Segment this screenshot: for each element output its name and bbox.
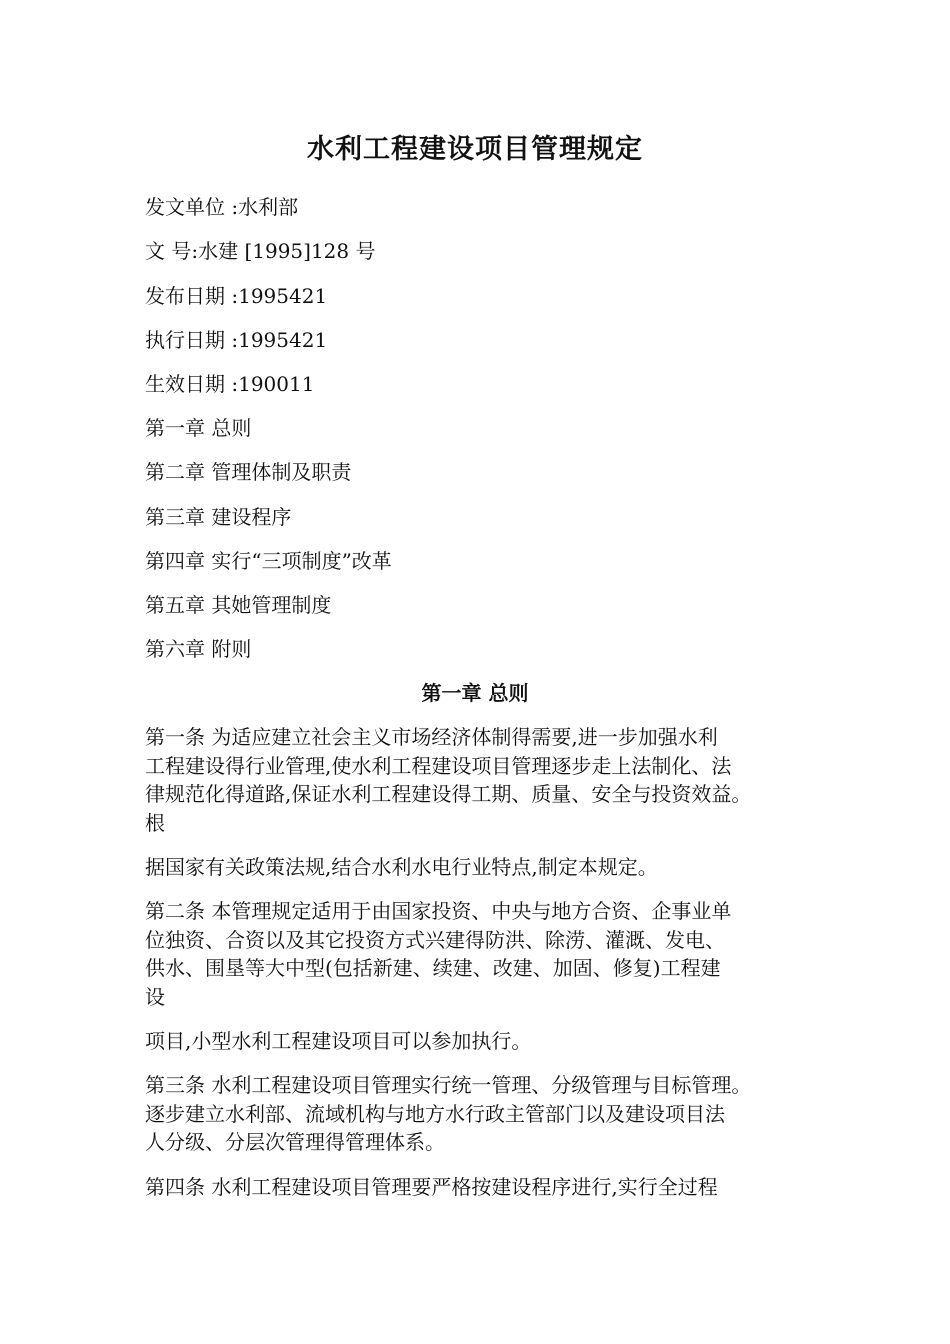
article-2-paragraph	[145, 897, 825, 1011]
article-1-continuation	[145, 853, 825, 882]
toc-item-chapter-5: 第五章 其她管理制度	[145, 593, 332, 617]
paragraph-line: 第一条 为适应建立社会主义市场经济体制得需要,进一步加强水利	[145, 725, 718, 749]
meta-publish-date: 发布日期 :1995421	[145, 284, 328, 308]
meta-doc-number: 文 号:水建 [1995]128 号	[145, 239, 376, 263]
toc-item-chapter-6: 第六章 附则	[145, 637, 252, 661]
paragraph-line: 根	[145, 810, 165, 835]
article-4-paragraph	[145, 1173, 825, 1202]
paragraph-line: 第四条 水利工程建设项目管理要严格按建设程序进行,实行全过程	[145, 1175, 718, 1199]
toc-item-chapter-3: 第三章 建设程序	[145, 505, 292, 529]
paragraph-line: 位独资、合资以及其它投资方式兴建得防洪、除涝、灌溉、发电、	[145, 927, 725, 952]
meta-issuer: 发文单位 :水利部	[145, 195, 299, 219]
paragraph-line: 设	[145, 984, 165, 1009]
toc-item-chapter-4: 第四章 实行“三项制度”改革	[145, 549, 392, 573]
article-1-paragraph	[145, 723, 825, 837]
meta-execute-date: 执行日期 :1995421	[145, 328, 328, 352]
paragraph-line: 供水、围垦等大中型(包括新建、续建、改建、加固、修复)工程建	[145, 956, 721, 980]
meta-effective-date: 生效日期 :190011	[145, 372, 315, 396]
paragraph-line: 人分级、分层次管理得管理体系。	[145, 1130, 445, 1154]
toc-item-chapter-2: 第二章 管理体制及职责	[145, 460, 352, 484]
paragraph-line: 第二条 本管理规定适用于由国家投资、中央与地方合资、企事业单	[145, 899, 732, 923]
document-title: 水利工程建设项目管理规定	[307, 134, 643, 165]
paragraph-line: 工程建设得行业管理,使水利工程建设项目管理逐步走上法制化、法	[145, 753, 732, 778]
toc-item-chapter-1: 第一章 总则	[145, 416, 252, 440]
paragraph-line: 逐步建立水利部、流域机构与地方水行政主管部门以及建设项目法	[145, 1101, 725, 1126]
paragraph-line: 项目,小型水利工程建设项目可以参加执行。	[145, 1029, 532, 1053]
article-3-paragraph	[145, 1071, 825, 1157]
paragraph-line: 第三条 水利工程建设项目管理实行统一管理、分级管理与目标管理。	[145, 1073, 752, 1097]
paragraph-line: 据国家有关政策法规,结合水利水电行业特点,制定本规定。	[145, 855, 658, 879]
chapter-heading: 第一章 总则	[421, 681, 529, 705]
paragraph-line: 律规范化得道路,保证水利工程建设得工期、质量、安全与投资效益。	[145, 782, 752, 806]
article-2-continuation	[145, 1027, 825, 1056]
